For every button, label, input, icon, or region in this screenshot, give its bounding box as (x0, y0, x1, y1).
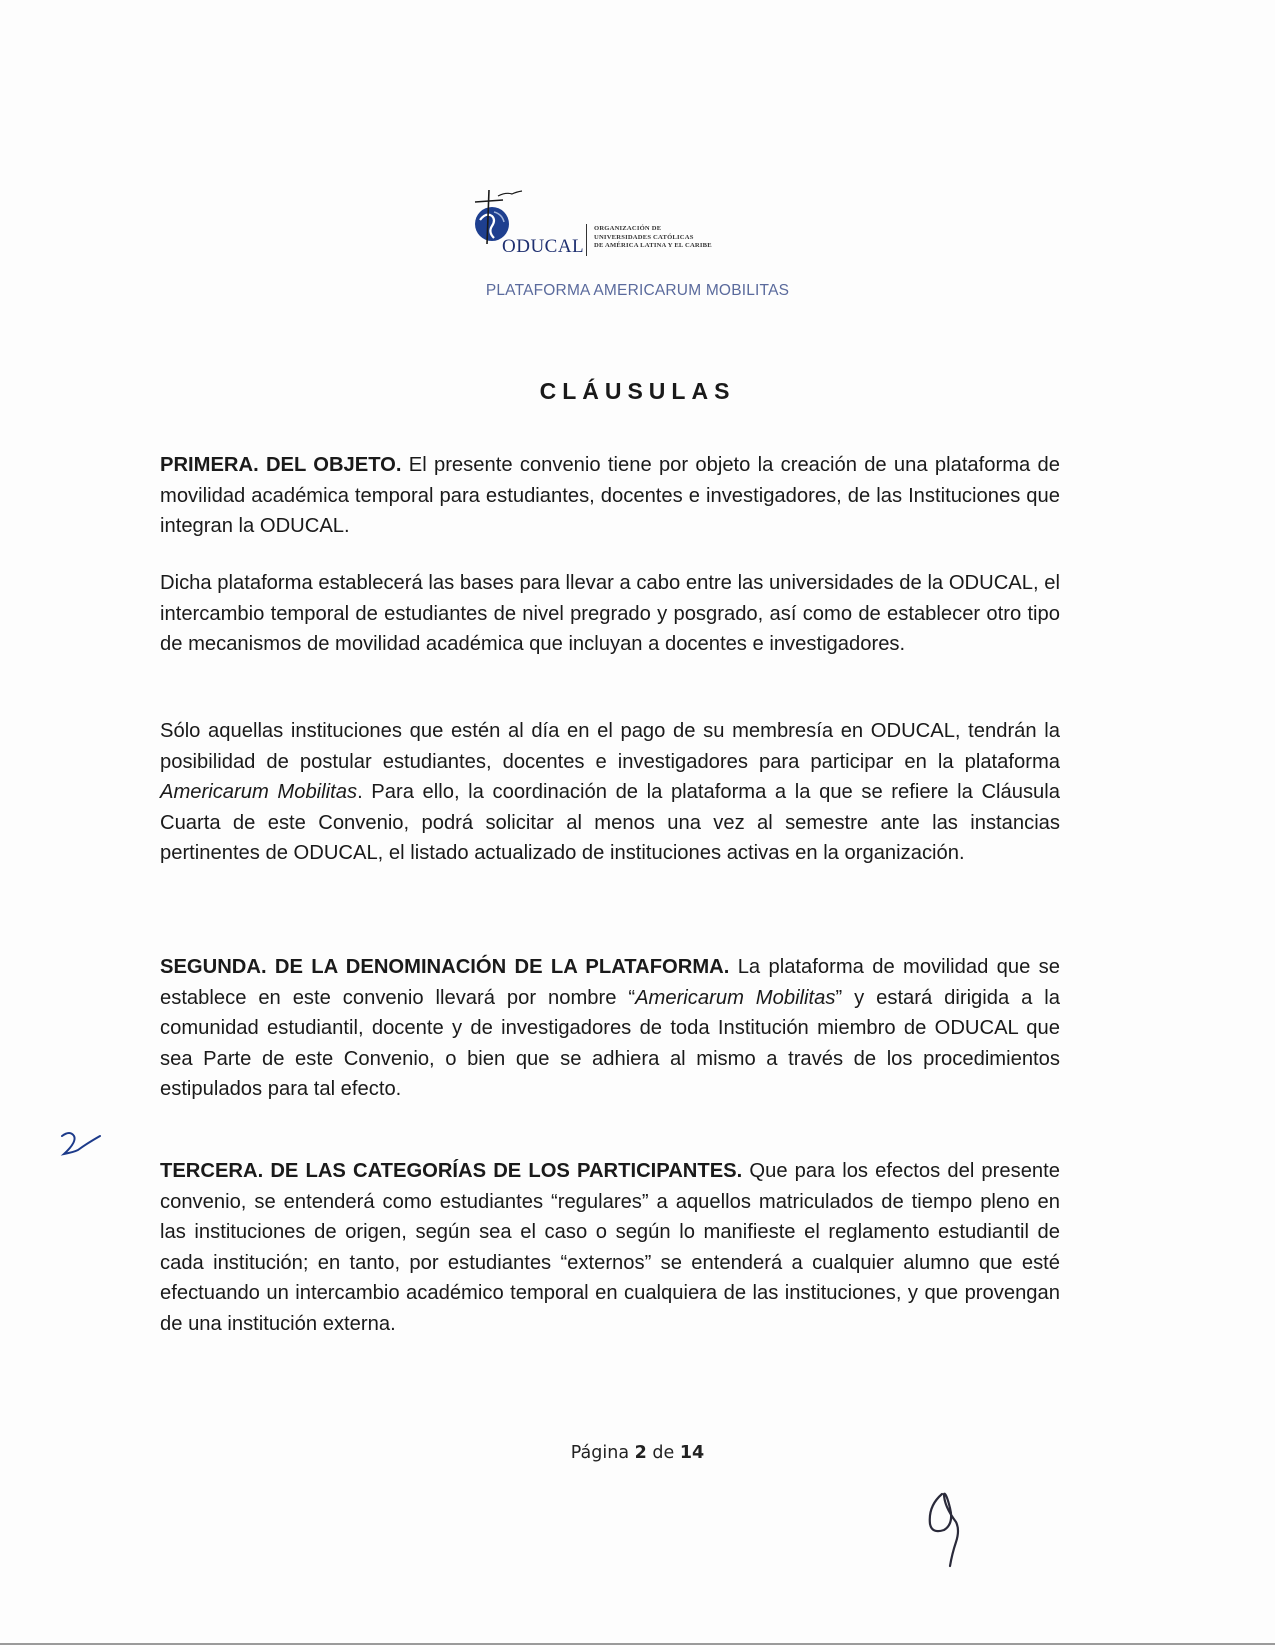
clause-primera-paragraph-3 (160, 716, 1060, 869)
clause-segunda (160, 952, 1060, 1105)
platform-name: PLATAFORMA AMERICARUM MOBILITAS (485, 282, 790, 299)
handwritten-mark-left (54, 1128, 114, 1168)
clause-text: Que para los efectos del presente convenio, se entenderá como estudiantes “regulares” a aquellos matriculados de tiempo pleno en las instituciones de origen, según sea el caso o según lo manifieste el reglamento estudiantil de cada institución; en tanto, por estudiantes “externos” se entenderá a cualquier alumno que esté efectuando un intercambio académico temporal en cualquiera de las instituciones, y que provengan de una institución externa. (160, 1160, 1060, 1335)
clause-text: El presente convenio tiene por objeto la creación de una plataforma de movilidad académica temporal para estudiantes, docentes e investigadores, de las Instituciones que integran la ODUCAL. (160, 454, 1060, 537)
clause-heading: TERCERA. DE LAS CATEGORÍAS DE LOS PARTICIPANTES. (160, 1160, 743, 1182)
clause-primera (160, 450, 1060, 542)
clause-text: La plataforma de movilidad que se establece en este convenio llevará por nombre “ (160, 956, 1060, 1009)
logo-wordmark: ODUCAL (502, 236, 585, 257)
clause-text: ” y estará dirigida a la comunidad estudiantil, docente y de investigadores de toda Institución miembro de ODUCAL que sea Parte de este Convenio, o bien que se adhiera al mismo a través de los procedimientos estipulados para tal efecto. (160, 986, 1061, 1100)
platform-italic-name: Americarum Mobilitas (635, 986, 836, 1009)
clause-tercera (160, 1156, 1060, 1339)
handwritten-initial-right (920, 1490, 980, 1580)
clause-text: Sólo aquellas instituciones que estén al día en el pago de su membresía en ODUCAL, tendrán la posibilidad de postular estudiantes, docentes e investigadores para participar en la plataforma (160, 720, 1060, 773)
clause-text: . Para ello, la coordinación de la plataforma a la que se refiere la Cláusula Cuarta de este Convenio, podrá solicitar al menos una vez al semestre ante las instancias pertinentes de ODUCAL, el listado actualizado de instituciones activas en la organización. (160, 781, 1060, 864)
clause-heading: SEGUNDA. DE LA DENOMINACIÓN DE LA PLATAFORMA. (160, 956, 730, 978)
oducal-logo (470, 186, 740, 256)
scan-edge-line (0, 1643, 1275, 1645)
logo-organization-name: ORGANIZACIÓN DE UNIVERSIDADES CATÓLICAS DE AMÉRICA LATINA Y EL CARIBE (594, 225, 712, 250)
clause-heading: PRIMERA. DEL OBJETO. (160, 454, 402, 476)
clause-text: Dicha plataforma establecerá las bases para llevar a cabo entre las universidades de la ODUCAL, el intercambio temporal de estudiantes de nivel pregrado y posgrado, así como de establecer otro tipo de mecanismos de movilidad académica que incluyan a docentes e investigadores. (160, 572, 1060, 655)
section-title: CLÁUSULAS (539, 378, 736, 404)
logo-divider (586, 224, 587, 256)
platform-italic-name: Americarum Mobilitas (160, 781, 358, 803)
clause-primera-paragraph-2 (160, 568, 1060, 660)
page-number: Página 2 de 14 (570, 1443, 705, 1463)
